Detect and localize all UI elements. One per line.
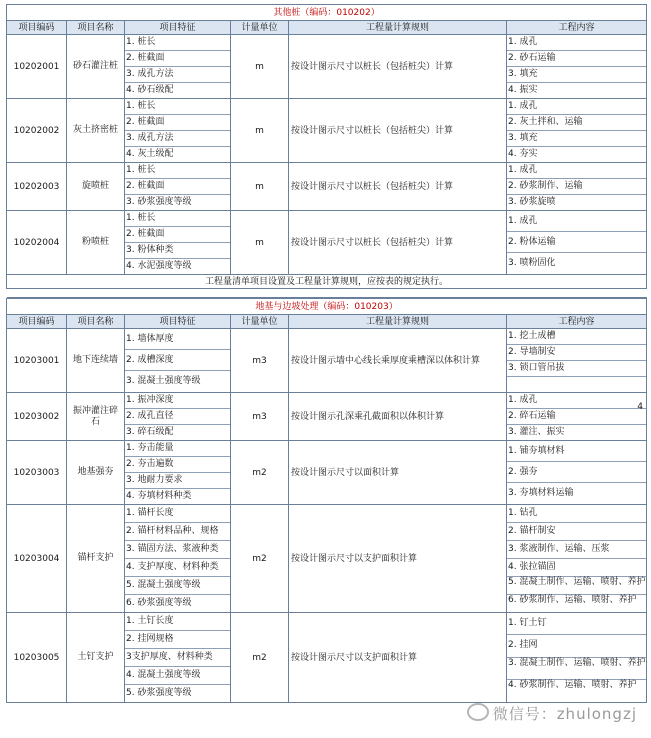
unit: m (231, 35, 289, 99)
content-item: 3. 填充 (507, 131, 646, 147)
content-item: 2. 砂石运输 (507, 51, 646, 67)
feature-item: 2. 桩截面 (125, 179, 230, 195)
item-code: 10202004 (7, 211, 67, 275)
content-cell (507, 441, 647, 505)
column-header: 项目名称 (67, 21, 125, 35)
feature-item: 1. 土钉长度 (125, 613, 230, 631)
feature-item: 3. 成孔方法 (125, 67, 230, 83)
unit: m2 (231, 441, 289, 505)
feature-item: 3. 粉体种类 (125, 243, 230, 259)
feature-item: 4. 支护厚度、材料种类 (125, 559, 230, 577)
item-code: 10202001 (7, 35, 67, 99)
note-text: 工程量清单项目设置及工程量计算规则，应按表的规定执行。 (7, 275, 647, 289)
feature-item: 3. 锚固方法、浆液种类 (125, 541, 230, 559)
column-header: 项目名称 (67, 315, 125, 329)
foundation-table (6, 298, 647, 703)
column-header: 工程内容 (507, 21, 647, 35)
calc-rule: 按设计图示孔深乘孔截面积以体积计算 (289, 393, 507, 441)
content-item: 2. 挂网 (507, 635, 646, 657)
content-item: 5. 混凝土制作、运输、喷射、养护 (507, 577, 646, 595)
column-header: 工程量计算规则 (289, 21, 507, 35)
feature-cell (125, 441, 231, 505)
feature-item: 4. 混凝土强度等级 (125, 667, 230, 685)
unit: m2 (231, 613, 289, 703)
content-item: 1. 挖土成槽 (507, 329, 646, 345)
feature-item: 2. 成孔直径 (125, 409, 230, 425)
feature-item: 1. 桩长 (125, 99, 230, 115)
content-item: 4. 砂浆制作、运输、喷射、养护 (508, 679, 637, 690)
pile-table (6, 4, 647, 298)
feature-item: 1. 桩长 (125, 163, 230, 179)
header-row (7, 315, 647, 329)
content-item: 3. 夯填材料运输 (508, 488, 574, 498)
item-code: 10203004 (7, 505, 67, 613)
column-header: 计量单位 (231, 21, 289, 35)
feature-item: 5. 砂浆强度等级 (126, 688, 192, 698)
feature-cell (125, 99, 231, 163)
feature-item: 3. 成孔方法 (125, 131, 230, 147)
item-code: 10203002 (7, 393, 67, 441)
calc-rule: 按设计图示尺寸以桩长（包括桩尖）计算 (289, 35, 507, 99)
table-row (7, 329, 647, 393)
column-header: 项目特征 (125, 21, 231, 35)
feature-item: 3. 地耐力要求 (125, 473, 230, 489)
unit: m3 (231, 393, 289, 441)
content-item: 2. 砂浆制作、运输 (507, 179, 646, 195)
content-item: 3. 灌注、振实 (508, 427, 565, 437)
unit: m (231, 99, 289, 163)
feature-item: 4. 砂石级配 (126, 85, 174, 95)
page-number: 4 (637, 402, 643, 412)
content-item: 2. 锚杆制安 (507, 523, 646, 541)
calc-rule: 按设计图示尺寸以面积计算 (289, 441, 507, 505)
feature-cell (125, 613, 231, 703)
content-item: 1. 成孔 (507, 99, 646, 115)
feature-item: 6. 砂浆强度等级 (126, 598, 192, 608)
feature-cell (125, 393, 231, 441)
content-item: 1. 成孔 (507, 35, 646, 51)
section-title-row (7, 5, 647, 21)
item-name: 砂石灌注桩 (67, 35, 125, 99)
feature-item: 1. 夯击能量 (125, 441, 230, 457)
content-item: 1. 成孔 (507, 163, 646, 179)
content-item: 1. 铺夯填材料 (507, 441, 646, 462)
content-item: 1. 成孔 (507, 393, 646, 409)
item-name: 粉喷桩 (67, 211, 125, 275)
item-code: 10203003 (7, 441, 67, 505)
feature-item: 1. 锚杆长度 (125, 505, 230, 523)
feature-cell (125, 505, 231, 613)
unit: m (231, 163, 289, 211)
feature-item: 4. 灰土级配 (126, 149, 174, 159)
watermark-text: 微信号：zhulongzj (492, 705, 637, 723)
feature-cell (125, 35, 231, 99)
calc-rule: 按设计图示尺寸以支护面积计算 (289, 613, 507, 703)
item-code: 10203005 (7, 613, 67, 703)
item-name: 灰土挤密桩 (67, 99, 125, 163)
calc-rule: 按设计图示尺寸以桩长（包括桩尖）计算 (289, 211, 507, 275)
feature-item: 5. 混凝土强度等级 (125, 577, 230, 595)
note-row (7, 275, 647, 289)
feature-item: 3. 碎石级配 (126, 427, 174, 437)
column-header: 计量单位 (231, 315, 289, 329)
calc-rule: 按设计图示尺寸以支护面积计算 (289, 505, 507, 613)
content-item: 4. 振实 (508, 85, 538, 95)
content-item: 3. 混凝土制作、运输、喷射、养护 (507, 658, 646, 680)
feature-item: 1. 墙体厚度 (125, 329, 230, 350)
calc-rule: 按设计图示墙中心线长乘厚度乘槽深以体积计算 (289, 329, 507, 393)
table-row (7, 99, 647, 163)
table-row (7, 35, 647, 99)
feature-item: 2. 锚杆材料品种、规格 (125, 523, 230, 541)
feature-item: 3. 混凝土强度等级 (126, 376, 201, 386)
content-item: 2. 强夯 (507, 462, 646, 483)
item-code: 10202003 (7, 163, 67, 211)
column-header: 项目特征 (125, 315, 231, 329)
unit: m (231, 211, 289, 275)
content-item: 3. 浆液制作、运输、压浆 (507, 541, 646, 559)
content-cell (507, 211, 647, 275)
content-cell (507, 613, 647, 703)
unit: m2 (231, 505, 289, 613)
table-row (7, 505, 647, 613)
content-item: 1. 成孔 (507, 211, 646, 232)
content-item: 3. 锁口管吊拔 (507, 361, 646, 377)
content-cell (507, 99, 647, 163)
content-cell (507, 393, 647, 441)
content-item: 1. 钻孔 (507, 505, 646, 523)
content-item: 2. 碎石运输 (507, 409, 646, 425)
unit: m3 (231, 329, 289, 393)
content-item: 6. 砂浆制作、运输、喷射、养护 (508, 595, 637, 605)
content-item: 3. 砂浆旋喷 (508, 197, 556, 207)
content-item (507, 377, 646, 392)
feature-item: 3支护厚度、材料种类 (125, 649, 230, 667)
table-row (7, 393, 647, 441)
feature-item: 1. 桩长 (125, 35, 230, 51)
section-title: 地基与边坡处理（编码：010203） (7, 299, 647, 315)
feature-item: 2. 桩截面 (125, 227, 230, 243)
column-header: 工程内容 (507, 315, 647, 329)
feature-item: 2. 挂网规格 (125, 631, 230, 649)
calc-rule: 按设计图示尺寸以桩长（包括桩尖）计算 (289, 163, 507, 211)
column-header: 项目编码 (7, 21, 67, 35)
content-item: 3. 喷粉固化 (508, 258, 556, 268)
content-item: 4. 夯实 (508, 149, 538, 159)
item-name: 旋喷桩 (67, 163, 125, 211)
content-item: 2. 导墙制安 (507, 345, 646, 361)
item-name: 地下连续墙 (67, 329, 125, 393)
watermark (467, 703, 637, 724)
feature-item: 2. 桩截面 (125, 51, 230, 67)
item-name: 锚杆支护 (67, 505, 125, 613)
section-title: 其他桩（编码：010202） (7, 5, 647, 21)
content-cell (507, 163, 647, 211)
spacer-row (7, 289, 647, 298)
feature-item: 1. 振冲深度 (125, 393, 230, 409)
section-title-row (7, 299, 647, 315)
column-header: 工程量计算规则 (289, 315, 507, 329)
feature-cell (125, 329, 231, 393)
content-item: 3. 填充 (507, 67, 646, 83)
column-header: 项目编码 (7, 315, 67, 329)
feature-item: 4. 夯填材料种类 (126, 491, 192, 501)
feature-cell (125, 163, 231, 211)
table-row (7, 613, 647, 703)
wechat-icon (467, 703, 489, 721)
content-item: 2. 粉体运输 (507, 232, 646, 253)
feature-item: 1. 桩长 (125, 211, 230, 227)
table-row (7, 163, 647, 211)
item-code: 10202002 (7, 99, 67, 163)
header-row (7, 21, 647, 35)
document-page (6, 4, 646, 703)
item-name: 地基强夯 (67, 441, 125, 505)
content-item: 4. 张拉锚固 (507, 559, 646, 577)
feature-item: 2. 成槽深度 (125, 350, 230, 371)
content-item: 2. 灰土拌和、运输 (507, 115, 646, 131)
item-code: 10203001 (7, 329, 67, 393)
table-row (7, 211, 647, 275)
content-item: 1. 钉土钉 (507, 613, 646, 635)
content-cell (507, 35, 647, 99)
item-name: 振冲灌注碎石 (67, 393, 125, 441)
feature-item: 2. 夯击遍数 (125, 457, 230, 473)
table-row (7, 441, 647, 505)
feature-cell (125, 211, 231, 275)
feature-item: 4. 水泥强度等级 (126, 261, 192, 271)
item-name: 土钉支护 (67, 613, 125, 703)
calc-rule: 按设计图示尺寸以桩长（包括桩尖）计算 (289, 99, 507, 163)
content-cell (507, 505, 647, 613)
feature-item: 3. 砂浆强度等级 (126, 197, 192, 207)
feature-item: 2. 桩截面 (125, 115, 230, 131)
content-cell (507, 329, 647, 393)
spacer (7, 289, 647, 298)
